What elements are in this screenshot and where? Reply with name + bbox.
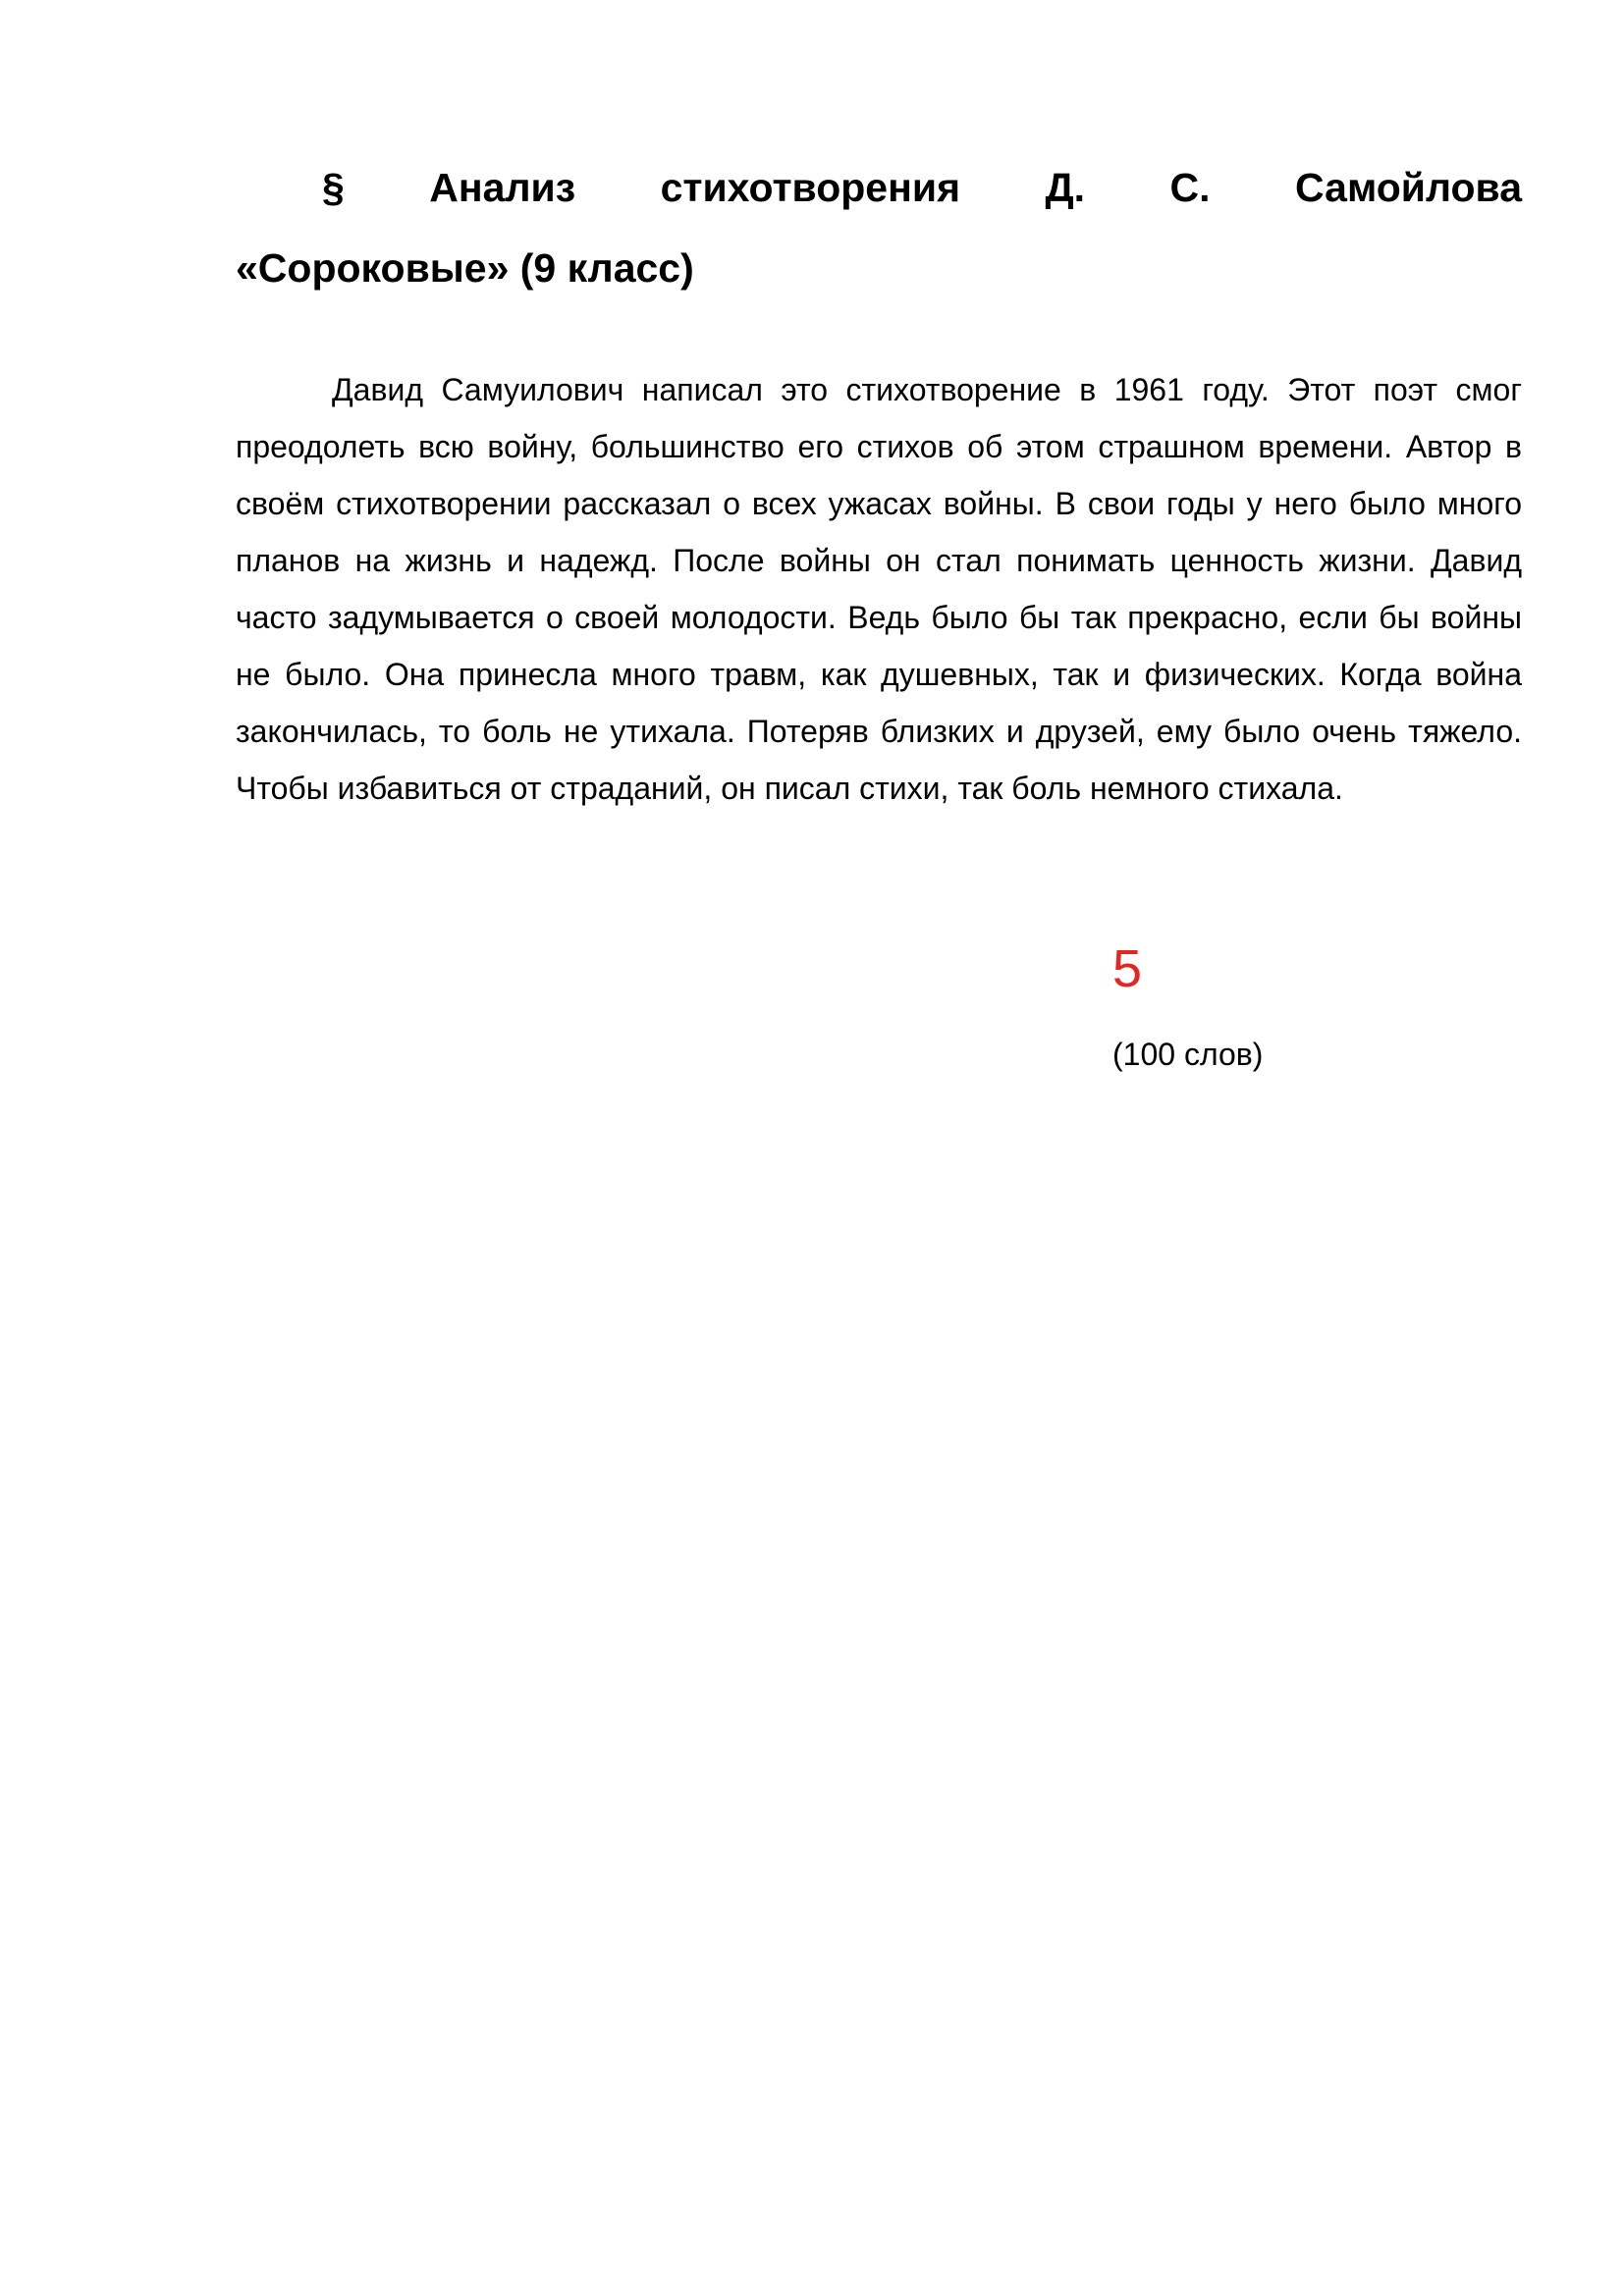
grade-mark: 5 [1112, 939, 1143, 998]
word-count-note: (100 слов) [1112, 1037, 1264, 1072]
title-line-1 [236, 147, 1522, 228]
document-title [236, 147, 1522, 308]
title-line-1-text: § Анализ стихотворения Д. С. Самойлова [322, 165, 1522, 210]
body-paragraph: Давид Самуилович написал это стихотворение в 1961 году. Этот поэт смог преодолеть всю войну, большинство его стихов об этом страшном времени. Автор в своём стихотворении рассказал о всех ужасах войны. В свои годы у него было много планов на жизнь и надежд. После войны он стал понимать ценность жизни. Давид часто задумывается о своей молодости. Ведь было бы так прекрасно, если бы войны не было. Она принесла много травм, как душевных, так и физических. Когда война закончилась, то боль не утихала. Потеряв близких и друзей, ему было очень тяжело. Чтобы избавиться от страданий, он писал стихи, так боль немного стихала. [236, 372, 1522, 806]
title-line-2: «Сороковые» (9 класс) [236, 245, 694, 291]
